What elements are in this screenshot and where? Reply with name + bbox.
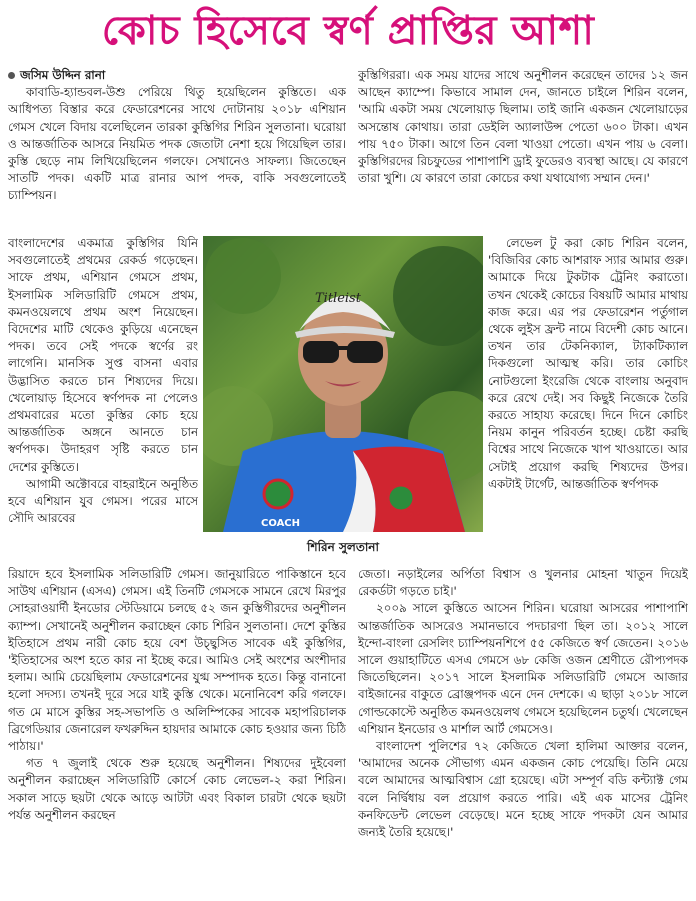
article-column-right-bottom [358,566,688,896]
article-column-left-bottom [8,566,346,896]
paragraph: কাবাডি-হ্যান্ডবল-উশু পেরিয়ে থিতু হয়েছিলেন কুস্তিতে। এক আধিপত্য বিস্তার করে ফেডারেশনের সাথে দোটানায় ২০১৮ এশিয়ান গেমস খেলে বিদায় বলেছিলেন তারকা কুস্তিগির শিরিন সুলতানা। ঘরোয়া ও আন্তর্জাতিক আসরে নিয়মিত পদক জেতাটা নেশা হয়ে গিয়েছিল তার। কুস্তি ছেড়ে নাম লিখিয়েছিলেন গলফে। সেখানেও সাফল্য। জিতেছেন সাতটি পদক। একটি মাত্র রানার আপ পদক, বাকি সবগুলোতেই চ্যাম্পিয়ন। [8,85,346,203]
paragraph: লেভেল টু করা কোচ শিরিন বলেন, 'বিজিবির কোচ আশরাফ স্যার আমার গুরু। আমাকে দিয়ে টুকটাক ট্রেনিং করাতো। তখন থেকেই কোচের বিষয়টি আমার মাথায় কাজ করে। এর পর ফেডারেশন পর্তুগাল থেকে লুইস ফ্রন্ট নামে বিদেশী কোচ আনে। তখন তার টেকনিক্যাল, ট্যাকটিক্যাল দিকগুলো আত্মস্থ করি। তার কোচিং নোটগুলো ইংরেজি থেকে বাংলায় অনুবাদ করে রেখে দেই। সব কিছুই নিজেকে তৈরি করতে সাহায্য করেছে। দিনে দিনে কোচিং নিয়ম কানুন পরিবর্তন হচ্ছে। চেষ্টা করছি বিশ্বের সাথে নিজেকে খাপ খাওয়াতে। আর সেটাই প্রয়োগ করছি শিষ্যদের উপর। একটাই টার্গেট, আন্তর্জাতিক স্বর্ণপদক [488,236,688,491]
article-column-left-top [8,67,346,235]
article-column-right-top [358,67,688,235]
byline: জসিম উদ্দিন রানা [20,68,106,82]
article-column-left-mid [8,235,198,565]
paragraph: বাংলাদেশ পুলিশের ৭২ কেজিতে খেলা হালিমা আক্তার বলেন, 'আমাদের অনেক সৌভাগ্য এমন একজন কোচ পেয়েছি। তিনি মেয়ে বলে আমাদের আত্মবিশ্বাস গ্রো হয়েছে। এটা সম্পূর্ণ বডি কন্ট্যাক্ট গেম বলে নির্দ্বিধায় বল প্রয়োগ করতে পারি। এই এক মাসের ট্রেনিং কনফিডেন্ট লেভেল বেড়েছে। মনে হচ্ছে সাফে পদকটা যেন আমার জন্যই তৈরি হয়েছে।' [358,739,688,840]
photo [203,236,483,532]
article-column-right-mid [488,235,688,570]
headline: কোচ হিসেবে স্বর্ণ প্রাপ্তির আশা [101,8,595,54]
shirt-text: COACH [261,518,301,529]
photo-caption: শিরিন সুলতানা [307,540,379,554]
paragraph: জেতা। নড়াইলের অর্পিতা বিশ্বাস ও খুলনার মোহনা খাতুন দিয়েই রেকর্ডটা গড়তে চাই।' [358,567,688,599]
paragraph: বাংলাদেশের একমাত্র কুস্তিগির যিনি সবগুলোতেই প্রথমের রেকর্ড গড়েছেন। সাফে প্রথম, এশিয়ান গেমসে প্রথম, ইসলামিক সলিডারিটি গেমসে প্রথম, কমনওয়েলথে প্রথম অংশ নিয়েছেন। বিদেশের মাটি থেকেও কুড়িয়ে এনেছেন পদক। তবে সেই পদকে স্বর্ণের রং লাগেনি। মানসিক সুপ্ত বাসনা এবার উদ্ভাসিত করতে চান শিষ্যদের দিয়ে। খেলোয়াড় হিসেবে স্বর্ণপদক না পেলেও প্রথমবারের মতো কুস্তির কোচ হয়ে আন্তর্জাতিক অঙ্গনে আনতে চান স্বর্ণপদক। উদাহরণ সৃষ্টি করতে চান দেশের কুস্তিতে। [8,236,198,474]
paragraph: ২০০৯ সালে কুস্তিতে আসেন শিরিন। ঘরোয়া আসরের পাশাপাশি আন্তর্জাতিক আসরেও সমানভাবে পদচারণা ছিল তা। ২০১২ সালে ইন্দো-বাংলা রেসলিং চ্যাম্পিয়নশিপে ৫৫ কেজিতে স্বর্ণ জেতেন। ২০১৬ সালে গুয়াহাটিতে এসএ গেমসে ৬৮ কেজি ওজন শ্রেণীতে রৌপ্যপদক জিতেছিলেন। ২০১৭ সালে ইসলামিক সলিডারিটি গেমসে আজার বাইজানের বাকুতে ব্রোঞ্জপদক এনে দেন দেশকে। এ ছাড়া ২০১৮ সালে গোল্ডকোস্টে অনুষ্ঠিত কমনওয়েলথ গেমসে হয়েছিলেন চতুর্থ। খেলেছেন এশিয়ান ইনডোর ও মার্শাল আর্ট গেমসেও। [358,601,688,736]
cap-text: Titleist [315,291,361,306]
paragraph: আগামী অক্টোবরে বাহরাইনে অনুষ্ঠিত হবে এশিয়ান যুব গেমস। পরের মাসে সৌদি আরবের [8,476,198,526]
bullet-icon [8,72,15,79]
paragraph: রিয়াদে হবে ইসলামিক সলিডারিটি গেমস। জানুয়ারিতে পাকিস্তানে হবে সাউথ এশিয়ান (এসএ) গেমস। এই তিনটি গেমসকে সামনে রেখে মিরপুর সোহরাওয়ার্দী ইনডোর স্টেডিয়ামে চলছে ৫২ জন কুস্তিগীরদের অনুশীলন ক্যাম্প। সেখানেই অনুশীলন করাচ্ছেন কোচ শিরিন সুলতানা। দেশে কুস্তির ইতিহাসে প্রথম নারী কোচ হয়ে বেশ উচ্ছ্বসিত সাবেক এই কুস্তিগির, 'ইতিহাসের অংশ হতে কার না ইচ্ছে করে। আমিও সেই অংশের অংশীদার হলাম। আমি চেয়েছিলাম ফেডারেশনের যুগ্ম সম্পাদক হতে। কিন্তু বানানো হলো সদস্য। তখনই দূরে সরে যাই কুস্তি থেকে। মনোনিবেশ করি গলফে। গত মে মাসে কুস্তির সহ-সভাপতি ও অলিম্পিকের সাবেক মহাপরিচালক ব্রিগেডিয়ার জেনারেল ফখরুদ্দিন হায়দার আমাকে কোচ হওয়ার জন্য চিঠি পাঠায়।' [8,567,346,754]
paragraph: গত ৭ জুলাই থেকে শুরু হয়েছে অনুশীলন। শিষ্যদের দুইবেলা অনুশীলন করাচ্ছেন সলিডারিটি কোর্সে কোচ লেভেল-২ করা শিরিন। সকাল সাড়ে ছয়টা থেকে আড়ে আটটা এবং বিকাল চারটা থেকে ছয়টা পর্যন্ত অনুশীলন করছেন [8,756,346,822]
coach-photo-illustration [203,236,483,532]
paragraph: কুস্তিগিররা। এক সময় যাদের সাথে অনুশীলন করেছেন তাদের ১২ জন আছেন ক্যাম্পে। কিভাবে সামাল দেন, জানতে চাইলে শিরিন বলেন, 'আমি একটা সময় খেলোয়াড় ছিলাম। তাই জানি একজন খেলোয়াড়ের অসন্তোষ কোথায়। তারা ডেইলি অ্যালাউন্স পেতো ৬০০ টাকা। এখন পায় ৭৫০ টাকা। আগে তিন বেলা খাওয়া পেতো। এখন পায় ৬ বেলা। কুস্তিগিরদের রিচফুডের পাশাপাশি ড্রাই ফুডেরও ব্যবস্থা আছে। যে কারণে তারা খুশি। যে কারণে তারা কোচের কথা যথাযোগ্য সম্মান দেন।' [358,68,688,186]
